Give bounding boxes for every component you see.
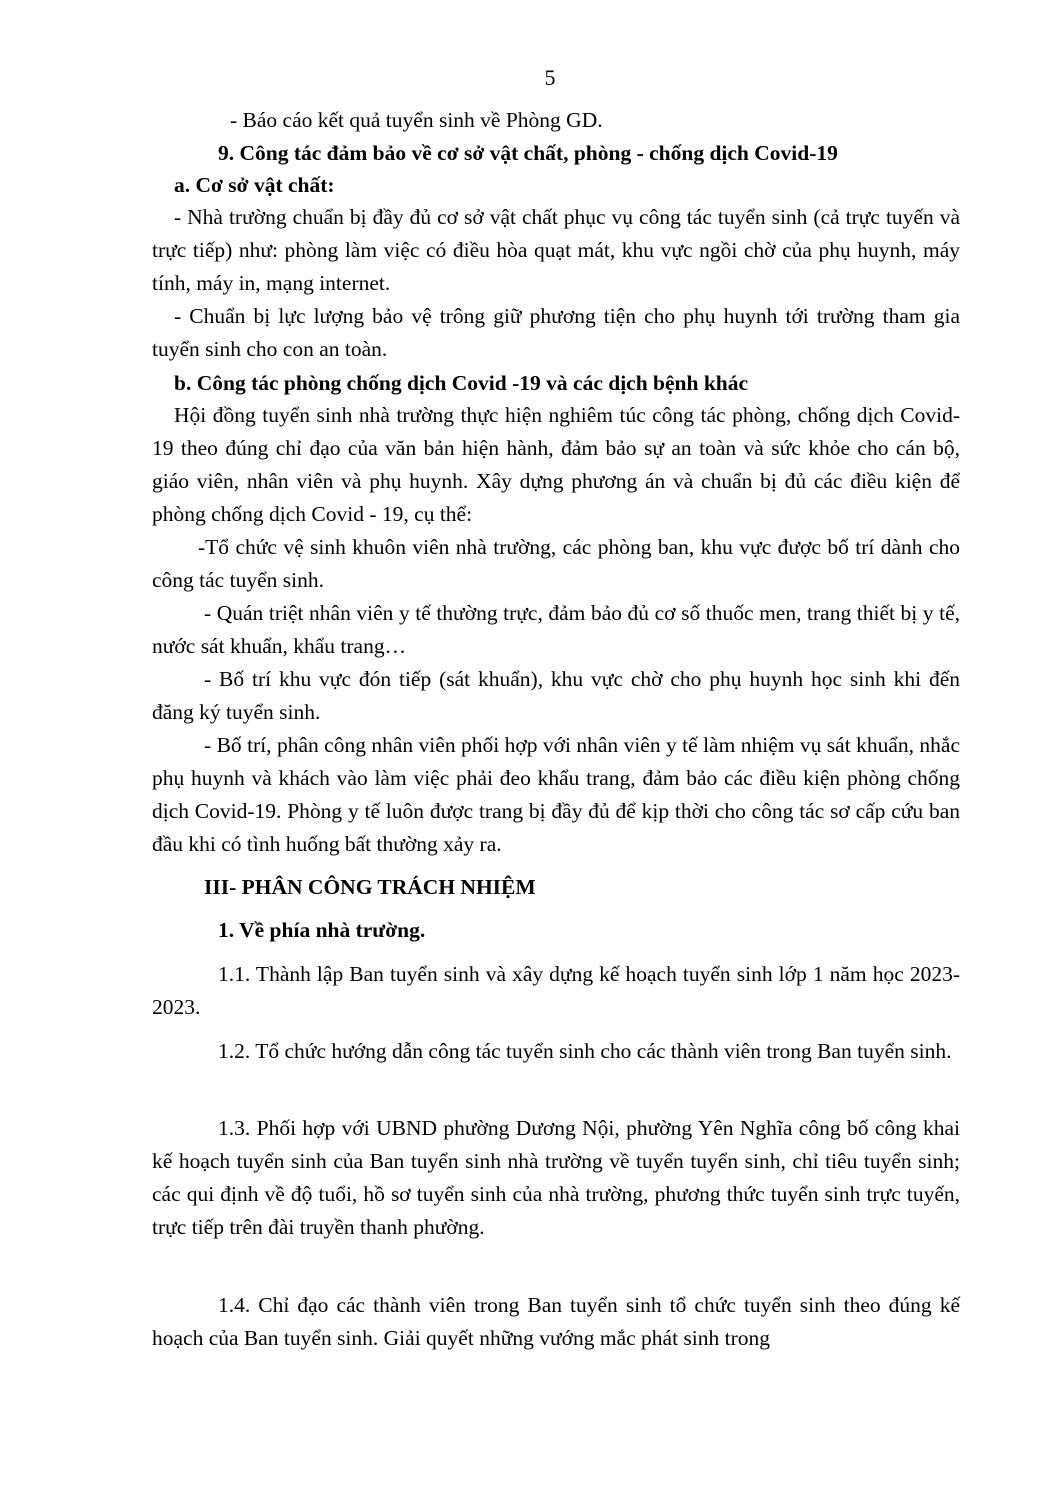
paragraph-covid-1: -Tổ chức vệ sinh khuôn viên nhà trường, các phòng ban, khu vực được bố trí dành cho công tác tuyển sinh. (152, 535, 960, 592)
section-9b-heading: b. Công tác phòng chống dịch Covid -19 và các dịch bệnh khác (174, 371, 749, 395)
paragraph-1-4: 1.4. Chỉ đạo các thành viên trong Ban tuyển sinh tổ chức tuyển sinh theo đúng kế hoạch của Ban tuyển sinh. Giải quyết những vướng mắc phát sinh trong (152, 1293, 960, 1350)
section-3-1-heading: 1. Về phía nhà trường. (218, 918, 426, 942)
paragraph-facilities-1: - Nhà trường chuẩn bị đầy đủ cơ sở vật chất phục vụ công tác tuyển sinh (cả trực tuyến và trực tiếp) như: phòng làm việc có điều hòa quạt mát, khu vực ngồi chờ của phụ huynh, máy tính, máy in, mạng internet. (152, 205, 960, 295)
paragraph-covid-3: - Bố trí khu vực đón tiếp (sát khuẩn), khu vực chờ cho phụ huynh học sinh khi đến đăng ký tuyển sinh. (152, 667, 960, 724)
section-9a-heading: a. Cơ sở vật chất: (174, 173, 335, 197)
paragraph-covid-2: - Quán triệt nhân viên y tế thường trực, đảm bảo đủ cơ số thuốc men, trang thiết bị y tế, nước sát khuẩn, khẩu trang… (152, 601, 960, 658)
report-line: - Báo cáo kết quả tuyển sinh về Phòng GD. (230, 108, 603, 132)
paragraph-covid-intro: Hội đồng tuyển sinh nhà trường thực hiện nghiêm túc công tác phòng, chống dịch Covid-19 theo đúng chỉ đạo của văn bản hiện hành, đảm bảo sự an toàn và sức khỏe cho cán bộ, giáo viên, nhân viên và phụ huynh. Xây dựng phương án và chuẩn bị đủ các điều kiện để phòng chống dịch Covid - 19, cụ thể: (152, 403, 960, 526)
paragraph-1-2: 1.2. Tổ chức hướng dẫn công tác tuyển sinh cho các thành viên trong Ban tuyển sinh. (218, 1039, 952, 1063)
section-9-heading: 9. Công tác đảm bảo về cơ sở vật chất, phòng - chống dịch Covid-19 (218, 141, 838, 165)
paragraph-covid-4: - Bố trí, phân công nhân viên phối hợp với nhân viên y tế làm nhiệm vụ sát khuẩn, nhắc phụ huynh và khách vào làm việc phải đeo khẩu trang, đảm bảo các điều kiện phòng chống dịch Covid-19. Phòng y tế luôn được trang bị đầy đủ để kịp thời cho công tác sơ cấp cứu ban đầu khi có tình huống bất thường xảy ra. (152, 733, 960, 856)
paragraph-1-1: 1.1. Thành lập Ban tuyển sinh và xây dựng kế hoạch tuyển sinh lớp 1 năm học 2023- 2023. (152, 962, 960, 1019)
page-number: 5 (544, 65, 556, 90)
section-3-heading: III- PHÂN CÔNG TRÁCH NHIỆM (204, 875, 536, 899)
paragraph-facilities-2: - Chuẩn bị lực lượng bảo vệ trông giữ phương tiện cho phụ huynh tới trường tham gia tuyển sinh cho con an toàn. (152, 304, 960, 361)
paragraph-1-3: 1.3. Phối hợp với UBND phường Dương Nội, phường Yên Nghĩa công bố công khai kế hoạch tuyển sinh của Ban tuyển sinh nhà trường về tuyển tuyển sinh, chỉ tiêu tuyển sinh; các qui định về độ tuổi, hồ sơ tuyển sinh của nhà trường, phương thức tuyển sinh trực tuyến, trực tiếp trên đài truyền thanh phường. (152, 1116, 960, 1239)
